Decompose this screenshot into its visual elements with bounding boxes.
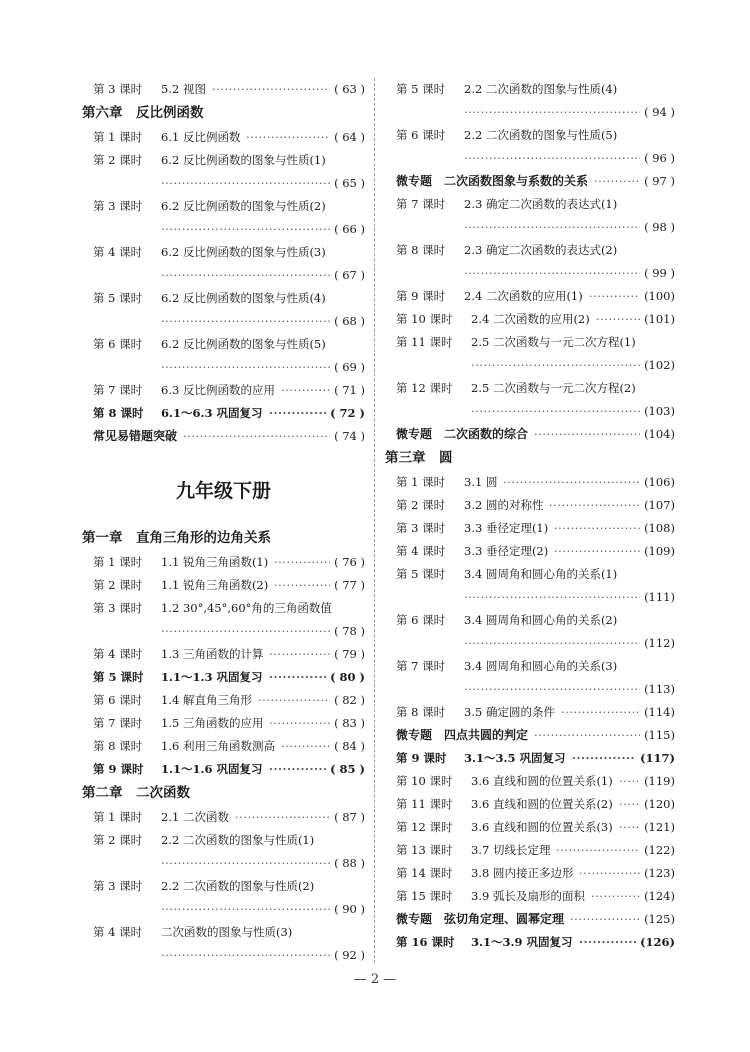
dot-leader [570, 908, 640, 931]
dot-leader [471, 354, 640, 377]
dot-leader [561, 701, 640, 724]
toc-entry [82, 333, 365, 379]
toc-entry [385, 816, 675, 839]
entry-lesson: 第 9 课时 [396, 751, 447, 765]
toc-entry [82, 551, 365, 574]
entry-lesson: 第 6 课时 [93, 337, 143, 351]
toc-entry [385, 494, 675, 517]
toc-entry [82, 689, 365, 712]
toc-entry [385, 308, 675, 331]
dot-leader [161, 172, 330, 195]
dot-leader [161, 620, 330, 643]
entry-lesson: 第 8 课时 [396, 243, 446, 257]
entry-page: (119) [644, 774, 675, 788]
entry-page: ( 88 ) [334, 856, 365, 870]
entry-lesson: 第 2 课时 [93, 153, 143, 167]
entry-title: 3.8 圆内接正多边形 [471, 866, 574, 880]
entry-title: 1.6 利用三角函数测高 [161, 739, 275, 753]
entry-page: (124) [644, 889, 675, 903]
entry-title: 2.2 二次函数的图象与性质(2) [161, 879, 315, 893]
entry-page: (126) [640, 935, 675, 949]
entry-page: ( 96 ) [644, 151, 675, 165]
entry-page: (114) [644, 705, 675, 719]
entry-lesson: 第 6 课时 [396, 128, 446, 142]
dot-leader [619, 770, 640, 793]
entry-title: 2.4 二次函数的应用(1) [464, 289, 583, 303]
entry-lesson: 第 12 课时 [396, 381, 453, 395]
entry-lesson: 第 3 课时 [396, 521, 446, 535]
entry-lesson: 第 2 课时 [93, 833, 143, 847]
toc-entry [385, 124, 675, 170]
toc-entry [385, 839, 675, 862]
dot-leader [281, 735, 330, 758]
dot-leader [246, 126, 330, 149]
toc-entry [82, 78, 365, 101]
entry-page: ( 84 ) [334, 739, 365, 753]
toc-entry [385, 471, 675, 494]
toc-entry [385, 862, 675, 885]
entry-page: ( 98 ) [644, 220, 675, 234]
toc-entry [82, 597, 365, 643]
entry-lesson: 第 10 课时 [396, 774, 453, 788]
entry-title: 微专题 二次函数的综合 [396, 427, 529, 441]
entry-title: 3.5 确定圆的条件 [464, 705, 555, 719]
toc-entry [385, 701, 675, 724]
entry-lesson: 第 12 课时 [396, 820, 453, 834]
entry-title: 6.1 反比例函数 [161, 130, 241, 144]
toc-entry [82, 643, 365, 666]
chapter-heading: 第一章 直角三角形的边角关系 [82, 530, 271, 546]
entry-title: 3.9 弧长及扇形的面积 [471, 889, 585, 903]
entry-page: ( 74 ) [334, 429, 365, 443]
toc-entry [82, 574, 365, 597]
entry-page: ( 71 ) [334, 383, 365, 397]
dot-leader [554, 540, 640, 563]
chapter-heading: 第二章 二次函数 [82, 785, 190, 801]
toc-entry [82, 666, 365, 689]
dot-leader [471, 400, 640, 423]
entry-title: 2.3 确定二次函数的表达式(1) [464, 197, 618, 211]
entry-page: ( 77 ) [334, 578, 365, 592]
entry-lesson: 第 10 课时 [396, 312, 453, 326]
dot-leader [579, 862, 640, 885]
entry-lesson: 第 5 课时 [396, 567, 446, 581]
dot-leader [235, 806, 330, 829]
entry-lesson: 第 4 课时 [396, 544, 446, 558]
entry-lesson: 第 5 课时 [93, 291, 143, 305]
entry-page: ( 92 ) [334, 948, 365, 962]
dot-leader [534, 724, 640, 747]
entry-page: (107) [644, 498, 675, 512]
dot-leader [274, 574, 330, 597]
toc-entry [385, 78, 675, 124]
entry-page: (103) [644, 404, 675, 418]
column-divider [374, 78, 375, 963]
dot-leader [269, 758, 326, 781]
dot-leader [503, 471, 640, 494]
entry-title: 6.3 反比例函数的应用 [161, 383, 275, 397]
entry-lesson: 第 1 课时 [93, 555, 143, 569]
toc-entry [385, 170, 675, 193]
entry-lesson: 第 7 课时 [93, 716, 143, 730]
dot-leader [161, 944, 330, 967]
toc-entry [385, 885, 675, 908]
entry-title: 2.2 二次函数的图象与性质(4) [464, 82, 618, 96]
dot-leader [161, 264, 330, 287]
entry-title: 3.4 圆周角和圆心角的关系(3) [464, 659, 618, 673]
toc-entry [82, 402, 365, 425]
entry-lesson: 第 1 课时 [93, 130, 143, 144]
entry-lesson: 第 4 课时 [93, 925, 143, 939]
dot-leader [161, 356, 330, 379]
toc-left-column [82, 78, 365, 967]
entry-page: (120) [644, 797, 675, 811]
toc-entry [82, 758, 365, 781]
entry-title: 6.2 反比例函数的图象与性质(2) [161, 199, 326, 213]
entry-lesson: 第 2 课时 [396, 498, 446, 512]
toc-entry [82, 379, 365, 402]
entry-lesson: 第 1 课时 [93, 810, 143, 824]
entry-lesson: 第 11 课时 [396, 335, 453, 349]
entry-page: (115) [644, 728, 675, 742]
toc-entry [385, 724, 675, 747]
dot-leader [619, 816, 640, 839]
entry-lesson: 第 9 课时 [93, 762, 144, 776]
entry-lesson: 第 1 课时 [396, 475, 446, 489]
toc-right-column [385, 78, 675, 954]
entry-page: ( 82 ) [334, 693, 365, 707]
entry-page: ( 76 ) [334, 555, 365, 569]
entry-lesson: 第 2 课时 [93, 578, 143, 592]
chapter-heading: 第六章 反比例函数 [82, 105, 204, 121]
entry-lesson: 第 13 课时 [396, 843, 453, 857]
dot-leader [549, 494, 640, 517]
dot-leader [161, 310, 330, 333]
dot-leader [161, 852, 330, 875]
entry-lesson: 第 14 课时 [396, 866, 453, 880]
entry-lesson: 第 7 课时 [396, 659, 446, 673]
entry-title: 2.4 二次函数的应用(2) [471, 312, 590, 326]
entry-lesson: 第 7 课时 [396, 197, 446, 211]
entry-page: ( 90 ) [334, 902, 365, 916]
entry-lesson: 第 5 课时 [93, 670, 144, 684]
entry-page: ( 78 ) [334, 624, 365, 638]
entry-title: 3.6 直线和圆的位置关系(1) [471, 774, 613, 788]
toc-entry [385, 377, 675, 423]
entry-title: 常见易错题突破 [93, 429, 178, 443]
toc-entry [385, 770, 675, 793]
entry-title: 3.1～3.9 巩固复习 [471, 935, 573, 949]
entry-page: ( 99 ) [644, 266, 675, 280]
entry-lesson: 第 6 课时 [396, 613, 446, 627]
entry-lesson: 第 8 课时 [93, 406, 144, 420]
entry-title: 2.2 二次函数的图象与性质(5) [464, 128, 618, 142]
entry-page: ( 69 ) [334, 360, 365, 374]
entry-lesson: 第 7 课时 [93, 383, 143, 397]
dot-leader [591, 885, 640, 908]
dot-leader [269, 666, 326, 689]
entry-title: 6.2 反比例函数的图象与性质(3) [161, 245, 326, 259]
dot-leader [183, 425, 330, 448]
entry-title: 3.2 圆的对称性 [464, 498, 544, 512]
entry-title: 6.1～6.3 巩固复习 [161, 406, 263, 420]
dot-leader [274, 551, 330, 574]
entry-title: 3.7 切线长定理 [471, 843, 551, 857]
entry-page: ( 65 ) [334, 176, 365, 190]
toc-entry [385, 285, 675, 308]
dot-leader [534, 423, 640, 446]
entry-title: 6.2 反比例函数的图象与性质(1) [161, 153, 326, 167]
entry-page: (106) [644, 475, 675, 489]
dot-leader [464, 586, 640, 609]
entry-page: (109) [644, 544, 675, 558]
toc-entry [385, 793, 675, 816]
entry-title: 2.1 二次函数 [161, 810, 229, 824]
entry-page: ( 64 ) [334, 130, 365, 144]
entry-lesson: 第 9 课时 [396, 289, 446, 303]
entry-title: 微专题 二次函数图象与系数的关系 [396, 174, 589, 188]
entry-title: 3.1 圆 [464, 475, 498, 489]
dot-leader [161, 218, 330, 241]
toc-entry [385, 517, 675, 540]
toc-entry [82, 149, 365, 195]
entry-title: 2.5 二次函数与一元二次方程(1) [471, 335, 636, 349]
entry-title: 1.5 三角函数的应用 [161, 716, 264, 730]
entry-page: ( 94 ) [644, 105, 675, 119]
section-title: 九年级下册 [175, 480, 271, 502]
entry-page: ( 83 ) [334, 716, 365, 730]
dot-leader [589, 285, 640, 308]
entry-lesson: 第 4 课时 [93, 245, 143, 259]
toc-entry [82, 425, 365, 448]
entry-title: 1.1～1.6 巩固复习 [161, 762, 263, 776]
entry-lesson: 第 3 课时 [93, 82, 143, 96]
entry-title: 1.1 锐角三角函数(2) [161, 578, 269, 592]
toc-entry [385, 423, 675, 446]
entry-lesson: 第 8 课时 [93, 739, 143, 753]
entry-lesson: 第 15 课时 [396, 889, 453, 903]
entry-title: 1.3 三角函数的计算 [161, 647, 264, 661]
toc-entry [82, 712, 365, 735]
toc-entry [82, 195, 365, 241]
toc-entry [82, 287, 365, 333]
dot-leader [464, 262, 640, 285]
entry-page: ( 63 ) [334, 82, 365, 96]
dot-leader [212, 78, 330, 101]
entry-lesson: 第 3 课时 [93, 601, 143, 615]
dot-leader [269, 402, 326, 425]
entry-page: (112) [644, 636, 675, 650]
entry-page: ( 79 ) [334, 647, 365, 661]
entry-title: 微专题 四点共圆的判定 [396, 728, 529, 742]
entry-title: 1.1 锐角三角函数(1) [161, 555, 269, 569]
entry-page: (113) [644, 682, 675, 696]
entry-lesson: 第 4 课时 [93, 647, 143, 661]
entry-page: ( 80 ) [330, 670, 365, 684]
dot-leader [464, 147, 640, 170]
chapter-heading: 第三章 圆 [385, 450, 453, 466]
entry-title: 3.3 垂径定理(1) [464, 521, 549, 535]
entry-lesson: 第 6 课时 [93, 693, 143, 707]
dot-leader [579, 931, 636, 954]
toc-entry [82, 875, 365, 921]
entry-title: 6.2 反比例函数的图象与性质(5) [161, 337, 326, 351]
dot-leader [619, 793, 640, 816]
toc-entry [385, 931, 675, 954]
toc-entry [82, 735, 365, 758]
entry-page: (121) [644, 820, 675, 834]
dot-leader [281, 379, 330, 402]
dot-leader [572, 747, 636, 770]
entry-title: 1.2 30°,45°,60°角的三角函数值 [161, 601, 332, 615]
entry-title: 1.1～1.3 巩固复习 [161, 670, 263, 684]
dot-leader [554, 517, 640, 540]
toc-entry [385, 193, 675, 239]
toc-entry [82, 921, 365, 967]
entry-title: 2.2 二次函数的图象与性质(1) [161, 833, 315, 847]
entry-title: 3.1～3.5 巩固复习 [464, 751, 566, 765]
entry-page: (102) [644, 358, 675, 372]
entry-title: 3.3 垂径定理(2) [464, 544, 549, 558]
entry-title: 5.2 视图 [161, 82, 206, 96]
entry-title: 3.4 圆周角和圆心角的关系(1) [464, 567, 618, 581]
entry-page: ( 72 ) [330, 406, 365, 420]
entry-page: (104) [644, 427, 675, 441]
dot-leader [596, 308, 640, 331]
dot-leader [594, 170, 640, 193]
entry-page: ( 68 ) [334, 314, 365, 328]
entry-title: 二次函数的图象与性质(3) [161, 925, 293, 939]
entry-page: ( 67 ) [334, 268, 365, 282]
toc-entry [385, 908, 675, 931]
entry-page: (101) [644, 312, 675, 326]
entry-lesson: 第 5 课时 [396, 82, 446, 96]
toc-entry [82, 829, 365, 875]
entry-title: 2.3 确定二次函数的表达式(2) [464, 243, 618, 257]
entry-page: (123) [644, 866, 675, 880]
dot-leader [556, 839, 640, 862]
page-number: — 2 — [353, 972, 397, 987]
entry-lesson: 第 3 课时 [93, 879, 143, 893]
entry-lesson: 第 8 课时 [396, 705, 446, 719]
dot-leader [269, 712, 330, 735]
entry-lesson: 第 11 课时 [396, 797, 453, 811]
entry-title: 3.6 直线和圆的位置关系(3) [471, 820, 613, 834]
dot-leader [464, 632, 640, 655]
entry-title: 3.6 直线和圆的位置关系(2) [471, 797, 613, 811]
entry-title: 微专题 弦切角定理、圆幂定理 [396, 912, 565, 926]
toc-entry [385, 540, 675, 563]
toc-entry [385, 331, 675, 377]
entry-page: ( 66 ) [334, 222, 365, 236]
entry-page: (108) [644, 521, 675, 535]
toc-entry [385, 747, 675, 770]
entry-page: ( 97 ) [644, 174, 675, 188]
dot-leader [161, 898, 330, 921]
toc-entry [385, 563, 675, 609]
entry-page: (117) [640, 751, 675, 765]
entry-title: 1.4 解直角三角形 [161, 693, 252, 707]
dot-leader [464, 216, 640, 239]
entry-page: ( 85 ) [330, 762, 365, 776]
dot-leader [464, 678, 640, 701]
toc-entry [82, 241, 365, 287]
entry-page: ( 87 ) [334, 810, 365, 824]
toc-entry [385, 655, 675, 701]
entry-title: 3.4 圆周角和圆心角的关系(2) [464, 613, 618, 627]
entry-lesson: 第 16 课时 [396, 935, 455, 949]
toc-entry [82, 126, 365, 149]
entry-title: 6.2 反比例函数的图象与性质(4) [161, 291, 326, 305]
toc-entry [385, 609, 675, 655]
entry-page: (122) [644, 843, 675, 857]
entry-page: (100) [644, 289, 675, 303]
entry-page: (111) [644, 590, 675, 604]
dot-leader [464, 101, 640, 124]
toc-entry [82, 806, 365, 829]
toc-entry [385, 239, 675, 285]
dot-leader [269, 643, 330, 666]
entry-title: 2.5 二次函数与一元二次方程(2) [471, 381, 636, 395]
entry-page: (125) [644, 912, 675, 926]
dot-leader [258, 689, 330, 712]
entry-lesson: 第 3 课时 [93, 199, 143, 213]
